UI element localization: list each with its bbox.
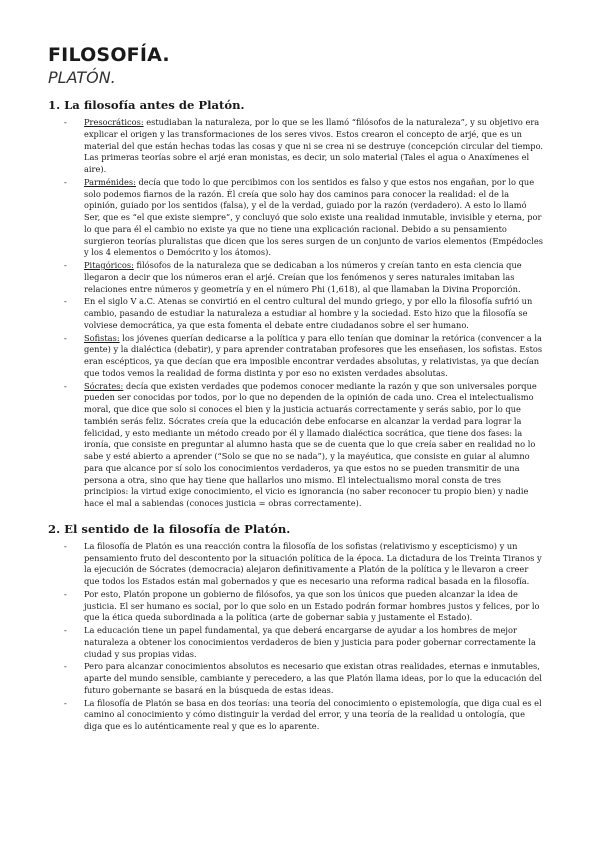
list-item [64, 117, 544, 176]
dash-bullet-icon: - [64, 332, 67, 343]
list-item [64, 332, 544, 380]
dash-bullet-icon: - [64, 117, 67, 127]
item-term: Sócrates: [84, 380, 124, 391]
dash-bullet-icon: - [64, 260, 67, 270]
section-meaning-of-plato-philosophy [48, 522, 544, 733]
dash-bullet-icon: - [64, 296, 67, 307]
item-text: La filosofía de Platón se basa en dos teorías: una teoría del conocimiento o epistemología, que diga cual es el camino al conocimiento y cómo distinguir la verdad del error, y una teoría de la realidad u ontología, que diga que es lo auténticamente real y que es lo aparente. [84, 697, 542, 731]
item-term: Parménides: [84, 176, 136, 187]
list-item [64, 176, 544, 259]
item-text: En el siglo V a.C. Atenas se convirtió en el centro cultural del mundo griego, y por ello la filosofía sufrió un cambio, pasando de estudiar la naturaleza a estudiar al hombre y la sociedad. Esto hizo que la filosofía se volviese democrática, ya que esta fomenta el debate entre ciudadanos sobre el ser humano. [84, 296, 533, 330]
section-heading: 1. La filosofía antes de Platón. [48, 98, 245, 112]
document-subtitle: PLATÓN. [48, 68, 116, 87]
dash-bullet-icon: - [64, 697, 67, 708]
item-text: Pero para alcanzar conocimientos absolutos es necesario que existan otras realidades, eternas e inmutables, aparte del mundo sensible, cambiante y perecedero, a las que Platón llama ideas, por lo que la educación del futuro gobernante se basará en la búsqueda de estas ideas. [84, 661, 542, 695]
item-text: estudiaban la naturaleza, por lo que se les llamó “filósofos de la naturaleza”, y su objetivo era explicar el origen y las transformaciones de los seres vivos. Estos crearon el concepto de arjé, que es un material del que están hechas todas las cosas y que ni se crea ni se destruye (concepción circular del tiempo. Las primeras teorías sobre el arjé eran monistas, es decir, un solo material (Tales el agua o Anaxímenes el aire). [84, 117, 544, 174]
list-item [64, 260, 544, 295]
section-heading: 2. El sentido de la filosofía de Platón. [48, 521, 291, 536]
dash-bullet-icon: - [64, 661, 67, 672]
dash-bullet-icon: - [64, 380, 67, 391]
list-item [64, 697, 544, 733]
item-term: Pitagóricos: [84, 260, 134, 270]
section-list [48, 541, 544, 733]
item-text: decía que existen verdades que podemos conocer mediante la razón y que son universales porque pueden ser conocidas por todos, por lo que no dependen de la opinión de cada uno. Crea el intelectualismo moral, que dice que solo si conoces el bien y la justicia actuarás correctamente y serás sabio, por lo que también serás feliz. Sócrates creía que la educación debe enfocarse en alcanzar la verdad para lograr la felicidad, y esto mediante un método creado por él y llamado dialéctica socrática, que tiene dos fases: la ironía, que consiste en preguntar al alumno hasta que se de cuenta que lo que creía saber en realidad no lo sabe y esté abierto a aprender (“Solo se que no se nada”), y la mayéutica, que consiste en guiar al alumno para que alcance por sí solo los conocimientos verdaderos, ya que estos no se pueden transmitir de una persona a otra, sino que hay tiene que hallarlos uno mismo. El intelectualismo moral consta de tres principios: la virtud exige conocimiento, el vicio es ignorancia (no saber reconocer tu propio bien) y nadie hace el mal a sabiendas (conoces justicia = obras correctamente). [84, 380, 537, 508]
item-text: La filosofía de Platón es una reacción contra la filosofía de los sofistas (relativismo y escepticismo) y un pensamiento fruto del descontento por la situación política de la época. La dictadura de los Treinta Tiranos y la ejecución de Sócrates (democracia) alejaron definitivamente a Platón de la política y le llevaron a creer que todos los Estados están mal gobernados y que es necesario una reforma radical basada en la filosofía. [84, 540, 542, 586]
dash-bullet-icon: - [64, 588, 67, 599]
list-item [64, 540, 544, 588]
item-text: La educación tiene un papel fundamental, ya que deberá encargarse de ayudar a los hombres de mejor naturaleza a obtener los conocimientos verdaderos de bien y justicia para poder gobernar correctamente la ciudad y sus propias vidas. [84, 625, 536, 659]
list-item [64, 296, 544, 331]
list-item [64, 588, 544, 624]
section-list [48, 117, 544, 510]
item-text: filósofos de la naturaleza que se dedicaban a los números y creían tanto en esta ciencia que llegaron a decir que los números eran el arjé. Creían que los fenómenos y seres naturales imitaban las relaciones entre números y geometría y en el número Phi (1,618), al que llamaban la Divina Proporción. [84, 260, 522, 294]
list-item [64, 661, 544, 696]
item-text: Por esto, Platón propone un gobierno de filósofos, ya que son los únicos que pueden alcanzar la idea de justicia. El ser humano es social, por lo que solo en un Estado podrán formar hombres justos y felices, por lo que la ética queda subordinada a la política (arte de gobernar sabia y justamente el Estado). [84, 588, 540, 623]
section-philosophy-before-plato [48, 98, 544, 510]
document-title: FILOSOFÍA. [48, 44, 170, 66]
list-item [64, 625, 544, 660]
item-text: decía que todo lo que percibimos con los sentidos es falso y que estos nos engañan, por lo que solo podemos fiarnos de la razón. Él creía que solo hay dos caminos para conocer la realidad: el de la opinión, guiado por los sentidos (falsa), y el de la verdad, guiado por la razón (verdadero). A esto lo llamó Ser, que es “el que existe siempre”, y concluyó que solo existe una realidad inmutable, invisible y eterna, por lo que para él el cambio no existe ya que no tiene una explicación racional. Debido a su pensamiento surgieron teorías pluralistas que dicen que los seres surgen de un conjunto de varios elementos (Empédocles y los 4 elementos o Demócrito y los átomos). [84, 176, 543, 258]
item-text: los jóvenes querían dedicarse a la política y para ello tenían que dominar la retórica (convencer a la gente) y la dialéctica (debatir), y para aprender contrataban profesores que les enseñasen, los sofistas. Estos eran escépticos, ya que decían que era imposible encontrar verdades absolutas, y relativistas, ya que decían que todos vemos la realidad de forma distinta y por eso no existen verdades absolutas. [84, 332, 543, 378]
dash-bullet-icon: - [64, 540, 67, 551]
item-term: Sofistas: [84, 332, 120, 343]
item-term: Presocráticos: [84, 117, 144, 127]
dash-bullet-icon: - [64, 176, 67, 187]
dash-bullet-icon: - [64, 625, 67, 635]
list-item [64, 380, 544, 510]
